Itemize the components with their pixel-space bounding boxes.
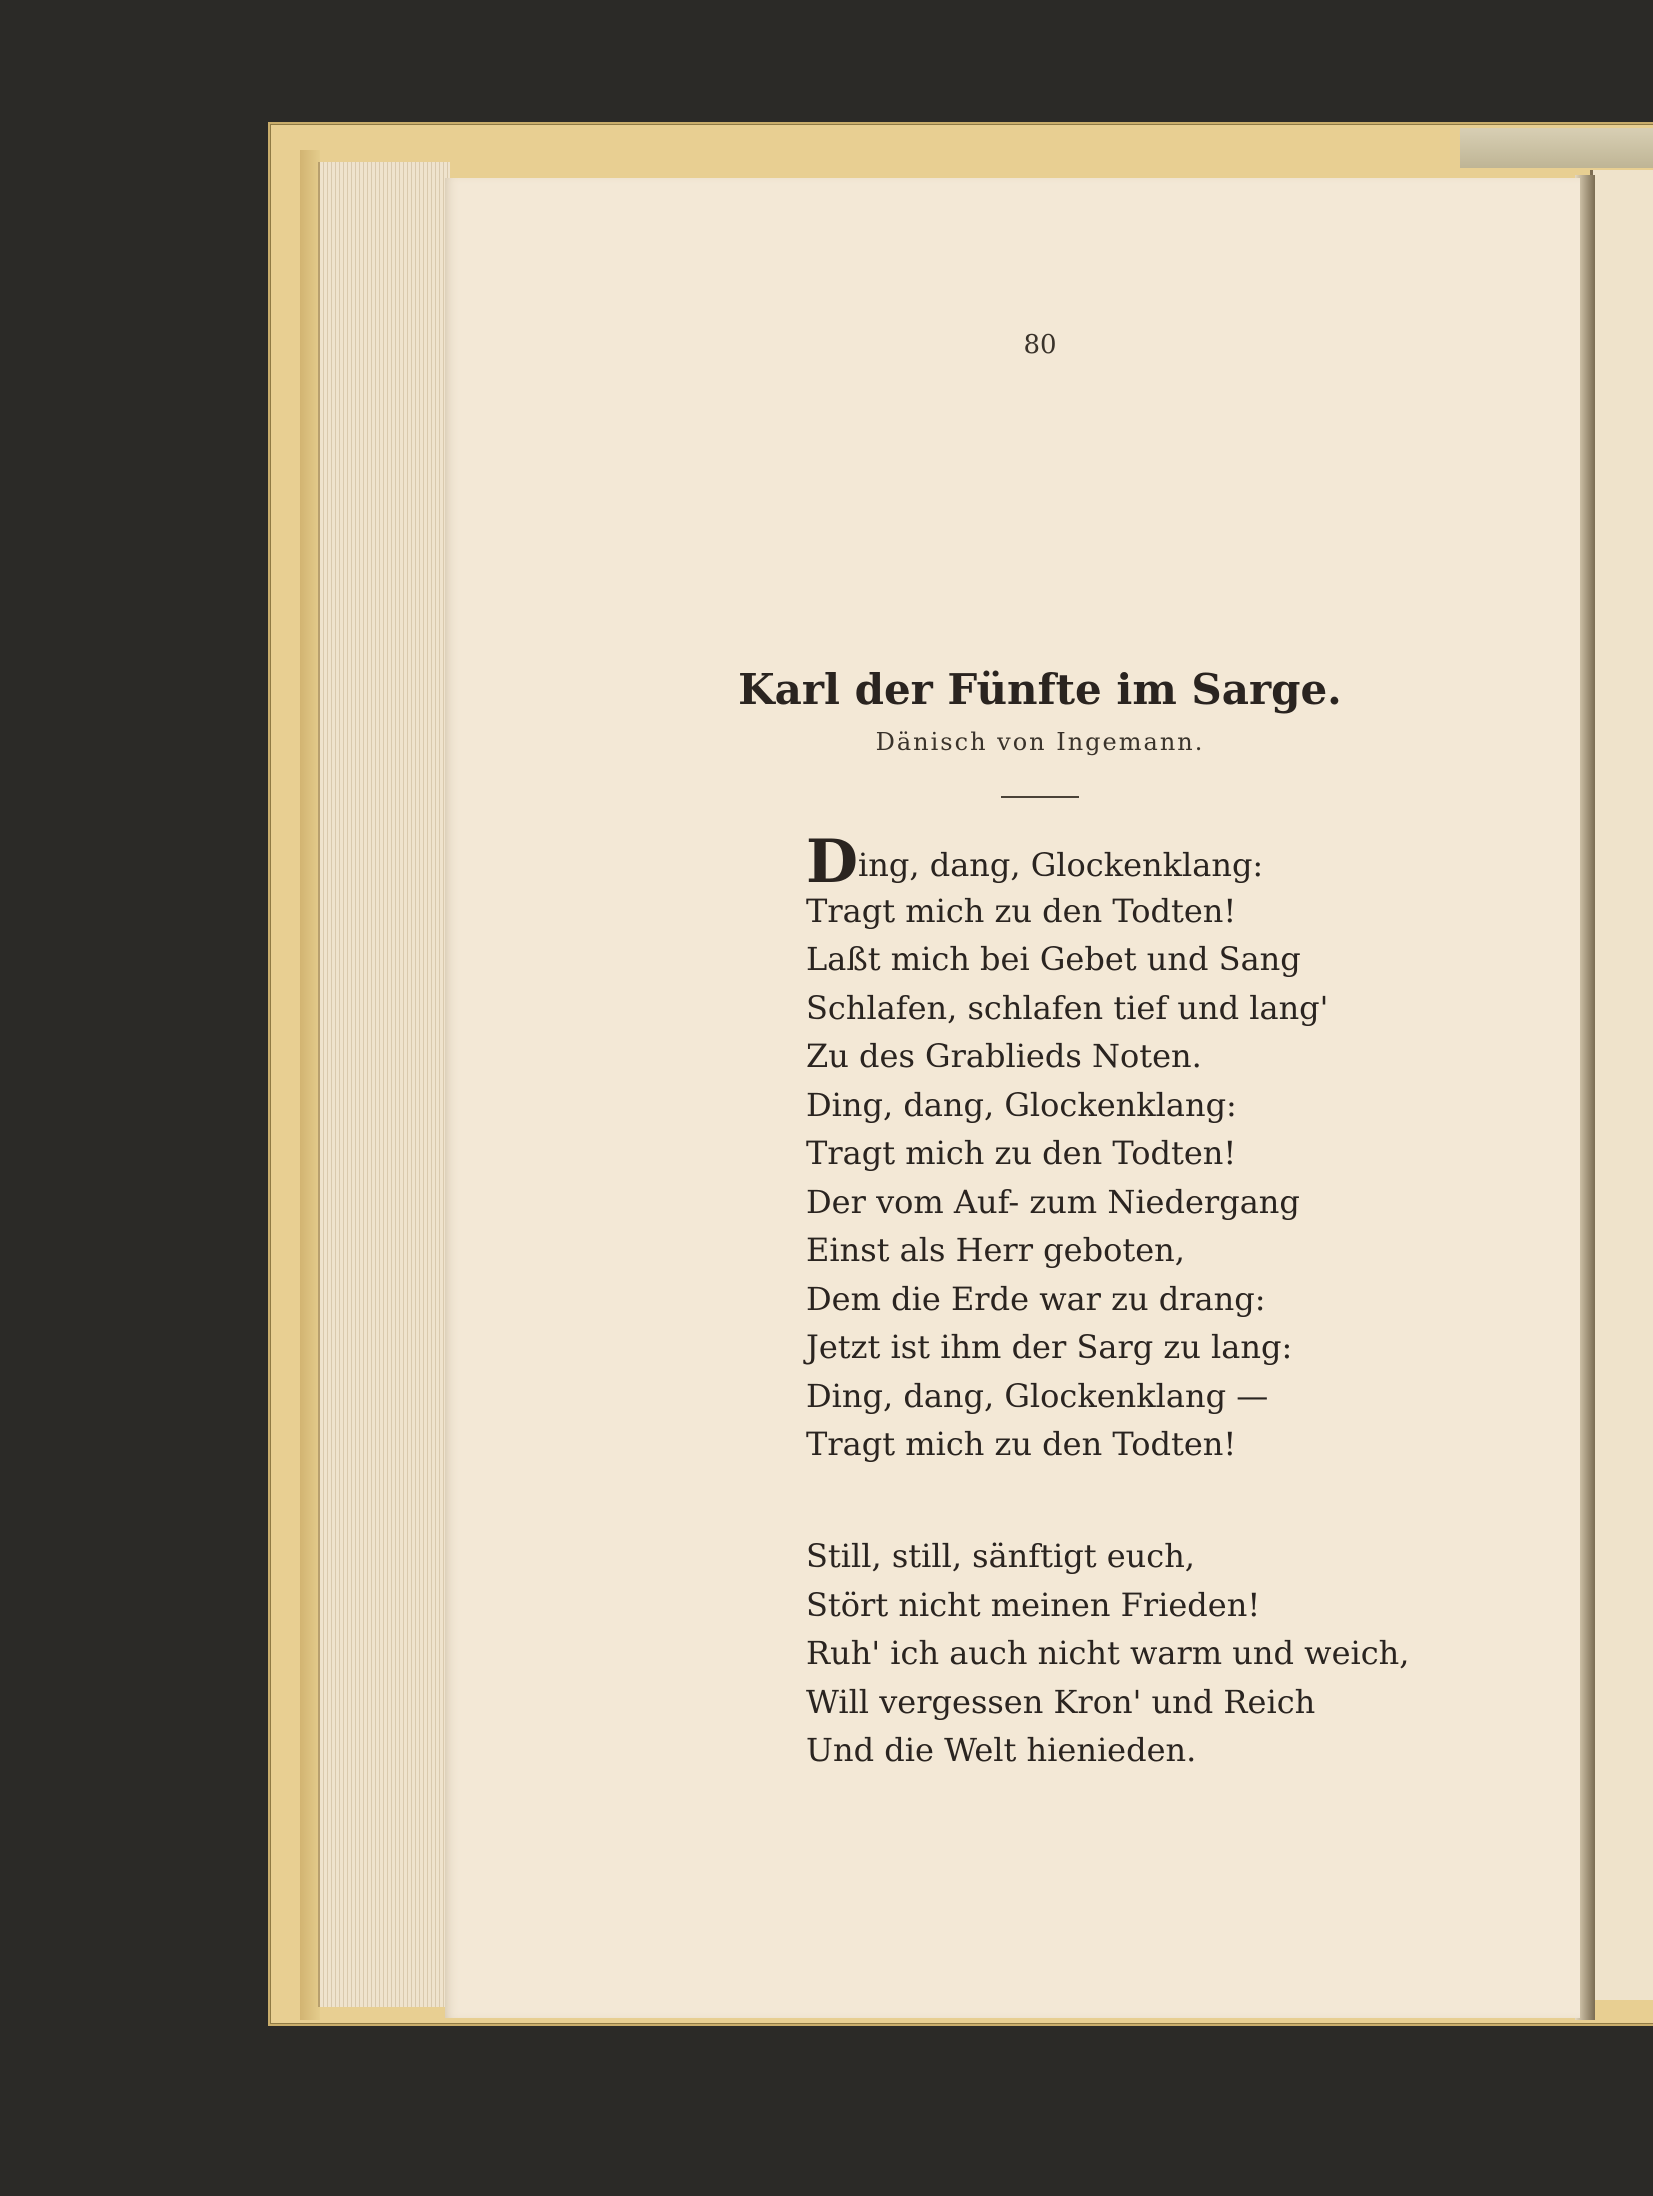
poem-line: Zu des Grablieds Noten.	[806, 1037, 1202, 1075]
poem-line: Ding, dang, Glockenklang:	[806, 1085, 1237, 1124]
page-stack-edges	[318, 162, 450, 2007]
poem-line: Still, still, sänftigt euch,	[806, 1537, 1195, 1575]
poem-line: Und die Welt hienieden.	[806, 1731, 1197, 1769]
poem-title: Karl der Fünfte im Sarge.	[738, 665, 1342, 714]
facing-page-edge	[1590, 170, 1653, 2000]
poem-line: Tragt mich zu den Todten!	[806, 1134, 1237, 1172]
poem-line	[806, 827, 1328, 897]
poem-line: Laßt mich bei Gebet und Sang	[806, 940, 1301, 978]
page-number: 80	[1023, 330, 1057, 360]
cover-spine-shade	[300, 150, 320, 2020]
drop-cap: D	[806, 827, 859, 897]
title-divider	[1001, 796, 1079, 798]
poem-line: Ruh' ich auch nicht warm und weich,	[806, 1634, 1410, 1672]
poem-line: Stört nicht meinen Frieden!	[806, 1585, 1261, 1624]
stanza-2	[806, 1532, 1409, 1775]
poem-line: Tragt mich zu den Todten!	[806, 891, 1237, 930]
poem-line: Tragt mich zu den Todten!	[806, 1425, 1237, 1463]
poem-line: Schlafen, schlafen tief und lang'	[806, 988, 1329, 1027]
poem-subtitle: Dänisch von Ingemann.	[875, 728, 1205, 756]
poem-line: Einst als Herr geboten,	[806, 1231, 1185, 1269]
stanza-1	[806, 827, 1329, 1469]
poem-line: Will vergessen Kron' und Reich	[806, 1682, 1316, 1721]
cover-edge	[1460, 128, 1653, 168]
poem-line: Dem die Erde war zu drang:	[806, 1279, 1266, 1318]
poem-line: Ding, dang, Glockenklang —	[806, 1376, 1269, 1415]
first-line-text: ing, dang, Glockenklang:	[858, 846, 1264, 884]
poem-line: Jetzt ist ihm der Sarg zu lang:	[806, 1328, 1293, 1366]
poem-line: Der vom Auf- zum Niedergang	[806, 1182, 1300, 1221]
